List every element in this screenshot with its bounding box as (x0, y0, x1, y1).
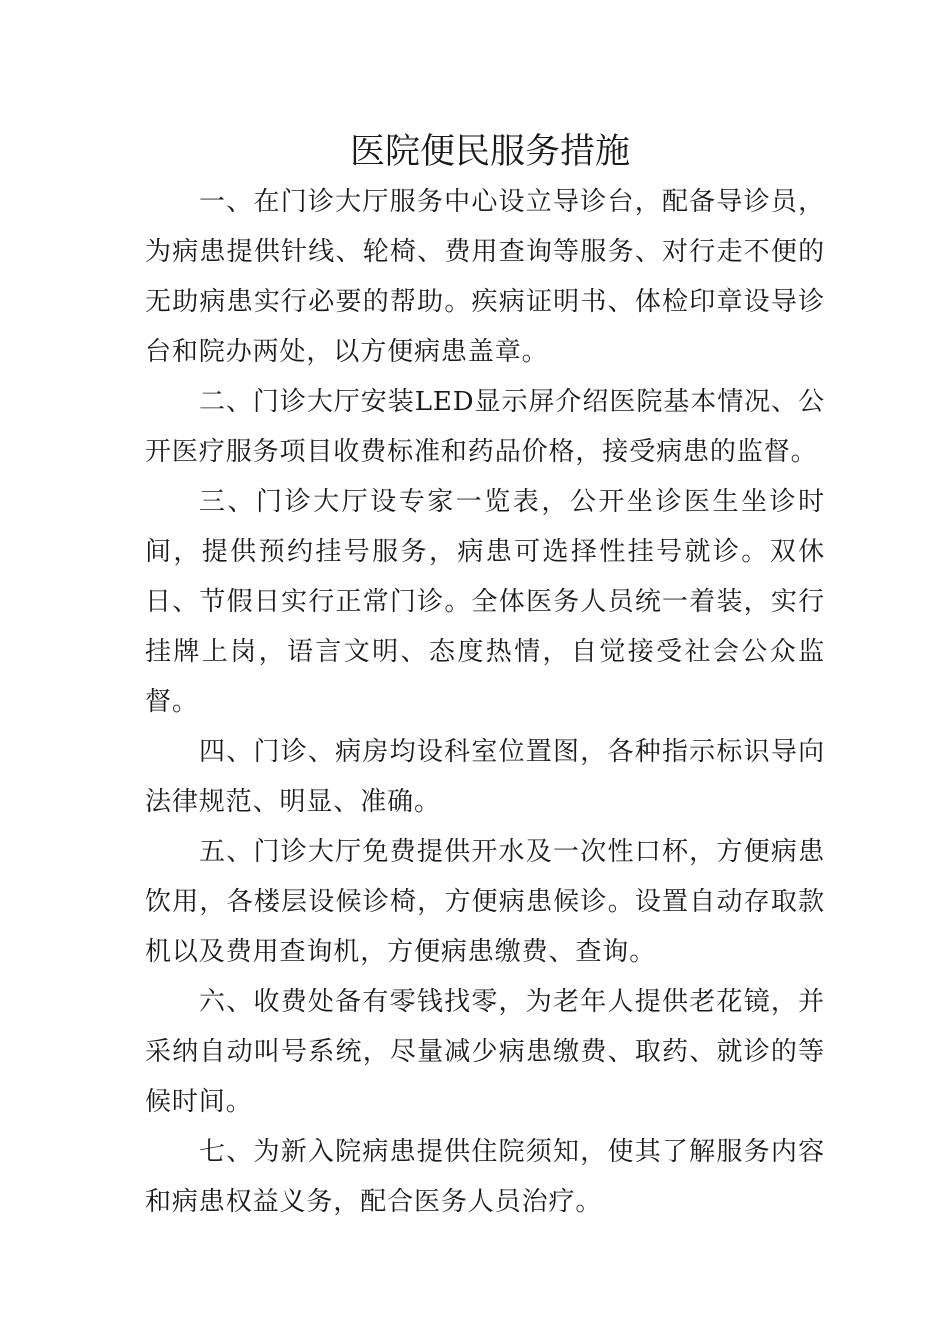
paragraph-7: 七、为新入院病患提供住院须知，使其了解服务内容和病患权益义务，配合医务人员治疗。 (145, 1137, 825, 1217)
paragraph-2: 二、门诊大厅安装LED显示屏介绍医院基本情况、公开医疗服务项目收费标准和药品价格，接受病患的监督。 (145, 387, 825, 467)
paragraph-5: 五、门诊大厅免费提供开水及一次性口杯，方便病患饮用，各楼层设候诊椅，方便病患候诊。设置自动存取款机以及费用查询机，方便病患缴费、查询。 (145, 837, 825, 967)
paragraph-6: 六、收费处备有零钱找零，为老年人提供老花镜，并采纳自动叫号系统，尽量减少病患缴费、取药、就诊的等候时间。 (145, 987, 825, 1117)
paragraph-1: 一、在门诊大厅服务中心设立导诊台，配备导诊员，为病患提供针线、轮椅、费用查询等服务、对行走不便的无助病患实行必要的帮助。疾病证明书、体检印章设导诊台和院办两处，以方便病患盖章。 (145, 187, 825, 367)
paragraph-4: 四、门诊、病房均设科室位置图，各种指示标识导向法律规范、明显、准确。 (145, 737, 825, 817)
paragraph-3: 三、门诊大厅设专家一览表，公开坐诊医生坐诊时间，提供预约挂号服务，病患可选择性挂号就诊。双休日、节假日实行正常门诊。全体医务人员统一着装，实行挂牌上岗，语言文明、态度热情，自觉接受社会公众监督。 (145, 487, 825, 717)
document-body (145, 177, 825, 1227)
document-title: 医院便民服务措施 (349, 132, 630, 172)
